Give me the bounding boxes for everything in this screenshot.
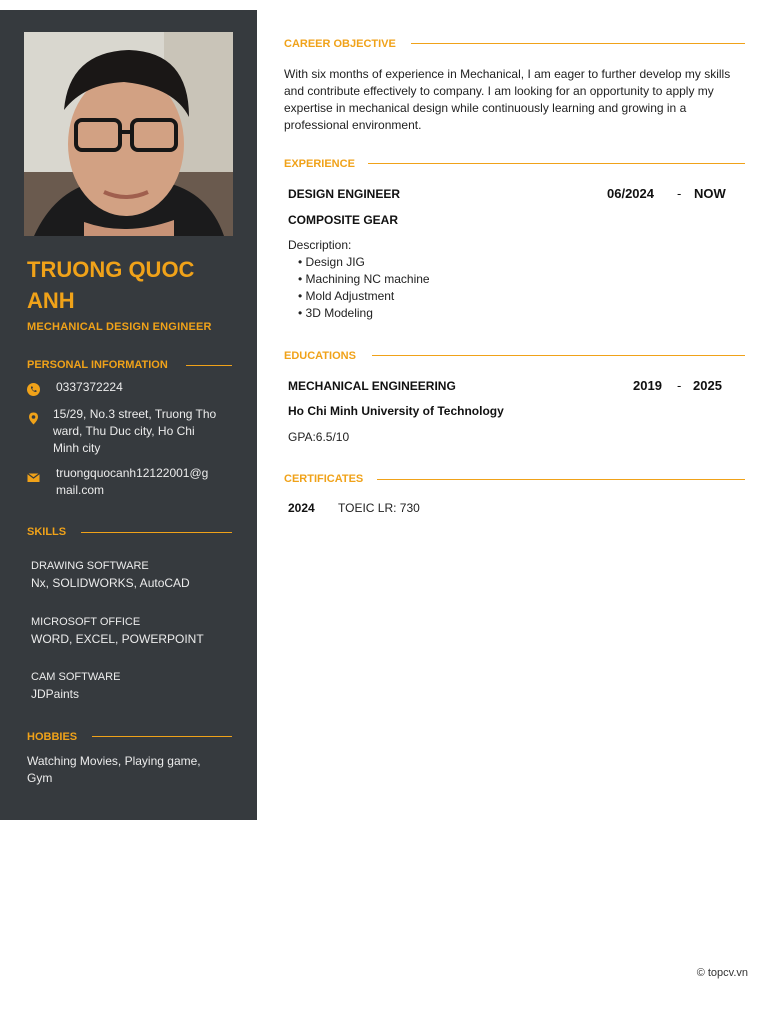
career-objective-heading: CAREER OBJECTIVE	[284, 38, 396, 50]
job-start-date: 06/2024	[607, 186, 654, 201]
certificates-divider	[377, 479, 745, 480]
phone-number: 0337372224	[56, 380, 123, 394]
company-name: COMPOSITE GEAR	[288, 213, 399, 227]
personal-info-divider	[186, 365, 232, 366]
phone-icon	[27, 383, 40, 396]
education-date-separator: -	[677, 378, 682, 393]
skill-value: Nx, SOLIDWORKS, AutoCAD	[31, 576, 190, 590]
address: 15/29, No.3 street, Truong Tho ward, Thu Duc city, Ho Chi Minh city	[53, 407, 217, 455]
experience-heading: EXPERIENCE	[284, 158, 355, 170]
certificate-name: TOEIC LR: 730	[338, 501, 420, 515]
profile-name: TRUONG QUOC ANH	[27, 257, 195, 313]
hobbies-text: Watching Movies, Playing game, Gym	[27, 754, 201, 785]
profile-role: MECHANICAL DESIGN ENGINEER	[27, 321, 212, 333]
degree-title: MECHANICAL ENGINEERING	[288, 379, 456, 393]
gpa: GPA:6.5/10	[288, 430, 350, 444]
skill-title: MICROSOFT OFFICE	[31, 616, 141, 628]
certificates-heading: CERTIFICATES	[284, 473, 364, 485]
skill-value: WORD, EXCEL, POWERPOINT	[31, 632, 204, 646]
education-divider	[372, 355, 745, 356]
description-bullet: • Mold Adjustment	[298, 289, 395, 303]
career-objective-text: With six months of experience in Mechanical, I am eager to further develop my skills and contribute effectively to company. I am looking for an opportunity to apply my expertise in mechanical design while continuously learning and growing in a professional environment.	[284, 67, 731, 132]
description-label: Description:	[288, 238, 352, 252]
hobbies-heading: HOBBIES	[27, 731, 78, 743]
skill-title: DRAWING SOFTWARE	[31, 560, 149, 572]
university-name: Ho Chi Minh University of Technology	[288, 404, 504, 418]
description-bullet: • 3D Modeling	[298, 306, 373, 320]
hobbies-divider	[92, 736, 232, 737]
skills-heading: SKILLS	[27, 526, 67, 538]
personal-info-heading: PERSONAL INFORMATION	[27, 359, 168, 371]
envelope-icon	[27, 471, 40, 484]
career-objective-divider	[411, 43, 745, 44]
education-heading: EDUCATIONS	[284, 350, 356, 362]
certificate-year: 2024	[288, 501, 315, 515]
education-end-year: 2025	[693, 378, 722, 393]
job-end-date: NOW	[694, 186, 726, 201]
experience-divider	[368, 163, 745, 164]
footer-credit: © topcv.vn	[696, 967, 748, 979]
skill-title: CAM SOFTWARE	[31, 671, 121, 683]
job-date-separator: -	[677, 186, 682, 201]
description-bullet: • Machining NC machine	[298, 272, 430, 286]
email-address: truongquocanh12122001@gmail.com	[56, 466, 209, 497]
description-bullet: • Design JIG	[298, 255, 365, 269]
job-title: DESIGN ENGINEER	[288, 187, 401, 201]
skill-value: JDPaints	[31, 687, 80, 701]
skills-divider	[81, 532, 232, 533]
sidebar	[0, 10, 257, 820]
education-start-year: 2019	[633, 378, 662, 393]
profile-photo	[24, 32, 233, 236]
location-pin-icon	[27, 412, 40, 425]
